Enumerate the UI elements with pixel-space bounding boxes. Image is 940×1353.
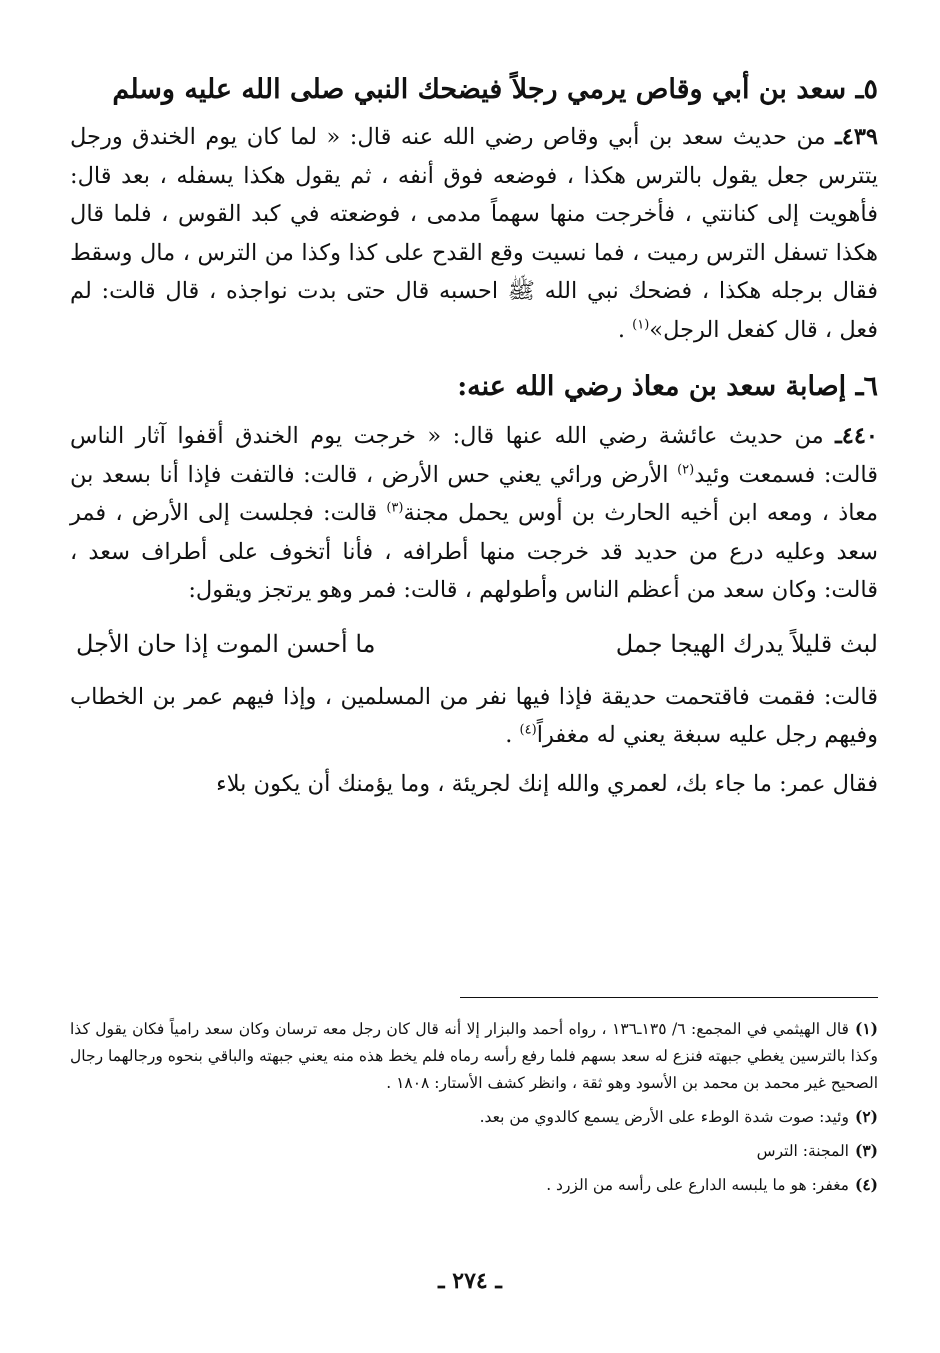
page-body: [70, 70, 878, 803]
hadith-number: ٤٤٠ـ: [835, 423, 879, 449]
footnote-text: مغفر: هو ما يلبسه الدارع على رأسه من الزرد .: [546, 1176, 849, 1194]
footnote-ref-3: (٣): [386, 500, 404, 516]
hadith-440: [70, 417, 878, 610]
hadith-440-umar: [70, 765, 878, 804]
footnotes: [70, 1015, 878, 1205]
footnote-1: [70, 1015, 878, 1097]
hadith-number: ٤٣٩ـ: [835, 124, 878, 150]
hadith-439: [70, 118, 878, 349]
continued-text: قالت: فقمت فاقتحمت حديقة فإذا فيها نفر من المسلمين ، وإذا فيهم عمر بن الخطاب وفيهم رجل عليه سبغة يعني له مغفراً: [70, 683, 878, 748]
continued-end: .: [505, 722, 520, 748]
footnote-text: وئيد: صوت شدة الوطء على الأرض يسمع كالدوي من بعد.: [479, 1108, 849, 1126]
hadith-text: من حديث سعد بن أبي وقاص رضي الله عنه قال: « لما كان يوم الخندق ورجل يتترس جعل يقول بالترس هكذا ، فوضعه فوق أنفه ، ثم يقول هكذا يسفله ، بعد قال: فأهويت إلى كنانتي ، فأخرجت منها سهماً مدمى ، فوضعته في كبد القوس ، فلما قال هكذا تسفل الترس رميت ، فما نسيت وقع القدح على كذا وكذا من الترس ، مال وسقط فقال برجله هكذا ، فضحك نبي الله ﷺ احسبه قال حتى بدت نواجذه ، قال قالت: لم فعل ، قال كفعل الرجل»: [70, 124, 878, 343]
footnote-number: (٣): [854, 1141, 878, 1160]
footnote-3: [70, 1137, 878, 1165]
footnote-ref-4: (٤): [519, 722, 537, 738]
hadith-text-part-1: من حديث عائشة رضي الله عنها قال: « خرجت يوم الخندق أقفوا آثار الناس قالت: فسمعت وئيد: [70, 423, 878, 488]
footnote-2: [70, 1103, 878, 1131]
poetry-verse: [70, 624, 878, 664]
hadith-text-part-3: قالت: فجلست إلى الأرض ، فمر سعد وعليه درع من حديد قد خرجت منها أطرافه ، فأنا أتخوف على أطراف سعد ، قالت: وكان سعد من أعظم الناس وأطولهم ، قالت: فمر وهو يرتجز ويقول:: [70, 500, 878, 603]
verse-second-hemistich: ما أحسن الموت إذا حان الأجل: [76, 629, 376, 658]
verse-first-hemistich: لبث قليلاً يدرك الهيجا جمل: [615, 629, 878, 658]
footnote-ref-1: (١): [632, 317, 650, 332]
footnote-divider: [460, 997, 878, 998]
footnote-ref-2: (٢): [677, 462, 695, 477]
section-heading-6: ٦ـ إصابة سعد بن معاذ رضي الله عنه:: [457, 371, 878, 402]
footnote-text: المجنة: الترس: [756, 1142, 849, 1160]
umar-text: فقال عمر: ما جاء بك، لعمري والله إنك لجريئة ، وما يؤمنك أن يكون بلاء: [216, 770, 878, 797]
footnote-number: (١): [854, 1019, 878, 1038]
page-number: ـ ٢٧٤ ـ: [438, 1268, 502, 1294]
section-heading-5: ٥ـ سعد بن أبي وقاص يرمي رجلاً فيضحك النبي صلى الله عليه وسلم: [112, 74, 878, 105]
footnote-number: (٤): [854, 1175, 878, 1194]
hadith-text-part-2: الأرض ورائي يعني حس الأرض ، قالت: فالتفت فإذا أنا بسعد بن معاذ ، ومعه ابن أخيه الحارث بن أوس يحمل مجنة: [70, 461, 878, 526]
hadith-440-continued: [70, 678, 878, 755]
footnote-number: (٢): [854, 1107, 878, 1126]
footnote-4: [70, 1171, 878, 1199]
hadith-end: .: [617, 316, 633, 343]
footnote-text: قال الهيثمي في المجمع: ٦/ ١٣٥ـ١٣٦ ، رواه أحمد والبزار إلا أنه قال كان رجل معه ترسان وكان سعد رامياً فكان يقول كذا وكذا بالترسين يغطي جبهته فنزع له سعد بسهم فلما رفع رأسه رماه فلم يخط هذه منه يعني جبهته والباقي بنحوه ورجالهما رجال الصحيح غير محمد بن محمد بن الأسود وهو ثقة ، وانظر كشف الأستار: ١٨٠٨ .: [70, 1020, 878, 1092]
